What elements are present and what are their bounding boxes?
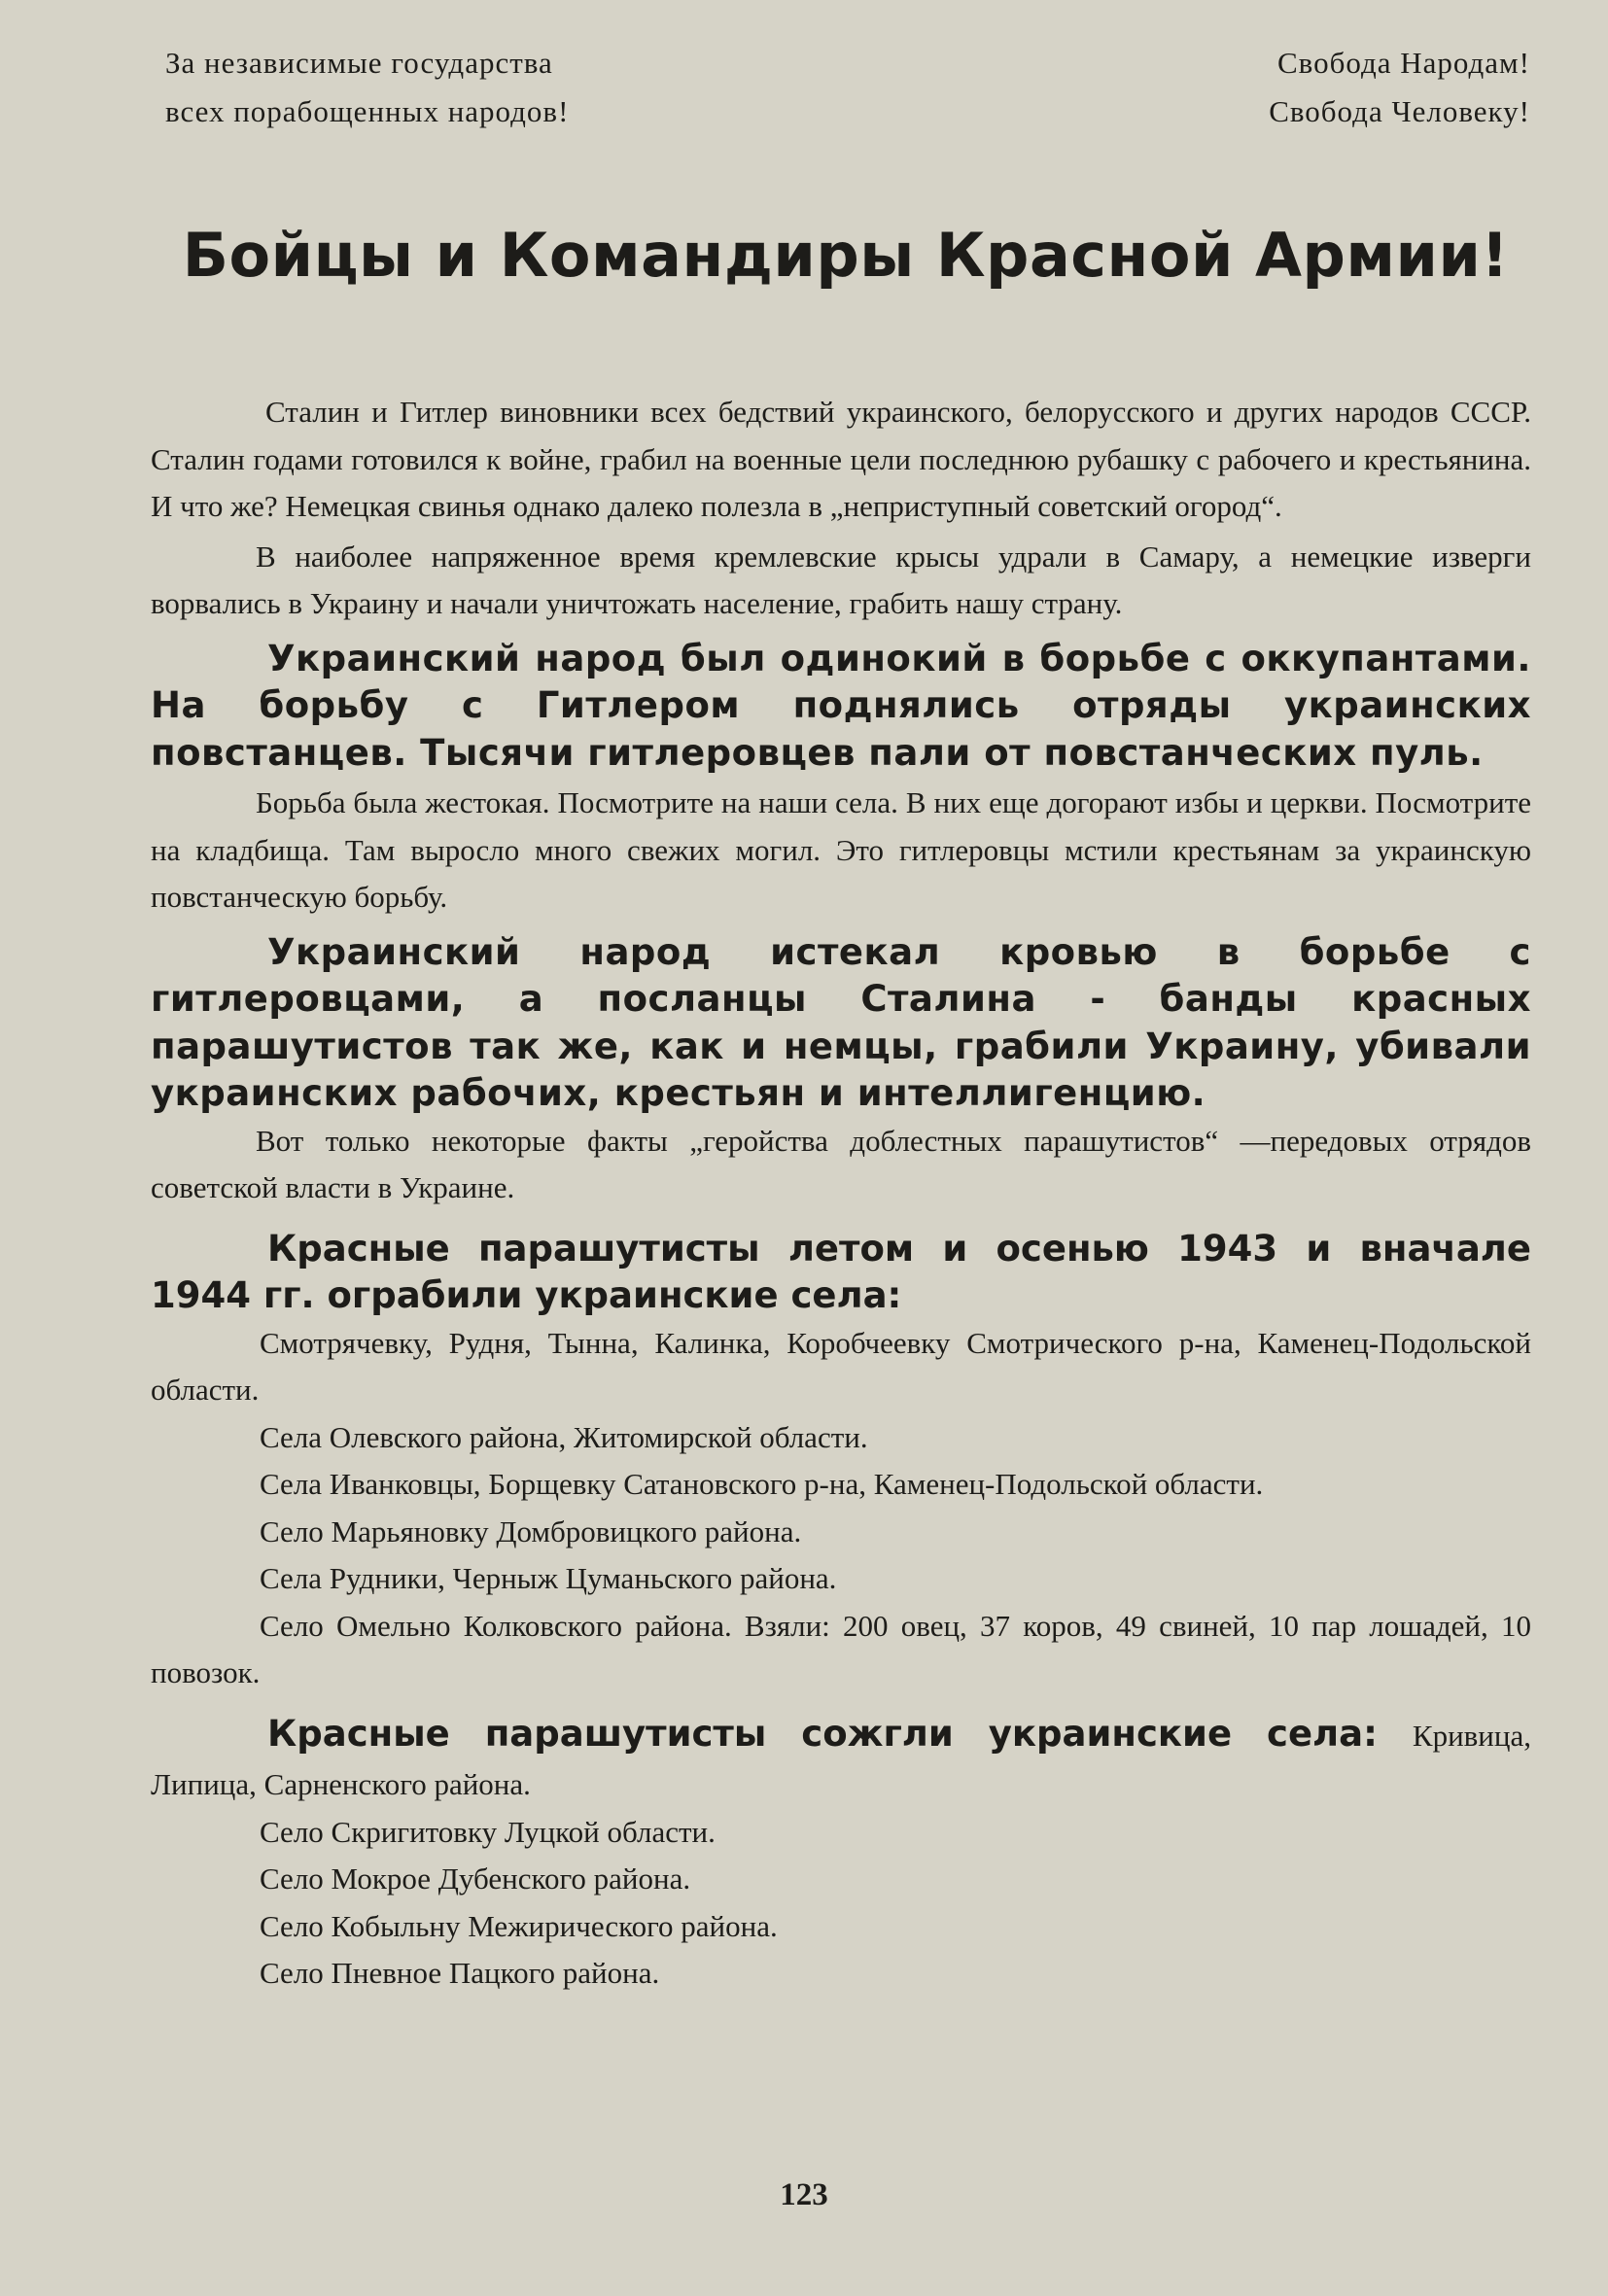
bold-paragraph-1: Украинский народ был одинокий в борьбе с оккупантами. На борьбу с Гитлером поднялись отряды украинских повстанцев. Тысячи гитлеровцев пали от повстанческих пуль. [151,637,1531,774]
section-2-heading [151,1711,1531,1809]
bold-paragraph-2: Украинский народ истекал кровью в борьбе с гитлеровцами, а посланцы Сталина - банды красных парашутистов так же, как и немцы, грабили Украину, убивали украинских рабочих, крестьян и интеллигенцию. [151,930,1531,1114]
list-item: Села Рудники, Черныж Цуманьского района. [260,1561,837,1595]
paragraph-2: В наиболее напряженное время кремлевские крысы удрали в Самару, а немецкие изверги ворвались в Украину и начали уничтожать население, грабить нашу страну. [151,539,1531,620]
section-2-heading-bold: Красные парашутисты сожгли украинские села: [267,1712,1378,1755]
paragraph-3: Борьба была жестокая. Посмотрите на наши села. В них еще догорают избы и церкви. Посмотрите на кладбища. Там выросло много свежих могил. Это гитлеровцы мстили крестьянам за украинскую повстанческую борьбу. [151,785,1531,914]
leaflet-body [151,389,1531,1998]
list-item: Село Марьяновку Домбровицкого района. [260,1513,802,1548]
section-2-list [151,1809,1531,1998]
paragraph-4: Вот только некоторые факты „геройства доблестных парашутистов“ —передовых отрядов советской власти в Украине. [151,1123,1531,1204]
list-item: Село Скригитовку Луцкой области. [260,1814,716,1849]
header-left-line-2: всех порабощенных народов! [165,94,570,128]
header-right-line-1: Свобода Народам! [1277,46,1530,80]
paragraph-1: Сталин и Гитлер виновники всех бедствий украинского, белорусского и других народов СССР. Сталин годами готовился к войне, грабил на военные цели последнюю рубашку с рабочего и крестьянина. И что же? Немецкая свинья однако далеко полезла в „неприступный советский огород“. [151,395,1531,523]
list-item: Села Иванковцы, Борщевку Сатановского р-на, Каменец-Подольской области. [260,1467,1264,1501]
list-item: Село Пневное Пацкого района. [260,1956,660,1990]
page-number: 123 [780,2177,828,2212]
header-slogan-left [165,39,569,136]
section-2-heading-tail: Кривица, Липица, Сарненского района. [151,1718,1531,1801]
list-item: Село Мокрое Дубенского района. [260,1861,691,1896]
list-item: Села Олевского района, Житомирской области. [260,1419,868,1454]
header-slogan-right [1269,39,1530,136]
list-item: Смотрячевку, Рудня, Тынна, Калинка, Коробчеевку Смотрического р-на, Каменец-Подольской области. [151,1325,1531,1407]
leaflet-title: Бойцы и Командиры Красной Армии! [182,220,1510,291]
header-right-line-2: Свобода Человеку! [1269,94,1530,128]
list-item: Село Омельно Колковского района. Взяли: 200 овец, 37 коров, 49 свиней, 10 пар лошадей, 10 повозок. [151,1608,1531,1689]
list-item: Село Кобыльну Межирического района. [260,1908,778,1943]
section-1-list [151,1320,1531,1697]
header-left-line-1: За независимые государства [165,46,553,80]
section-1-heading: Красные парашутисты летом и осенью 1943 и вначале 1944 гг. ограбили украинские села: [151,1227,1531,1316]
